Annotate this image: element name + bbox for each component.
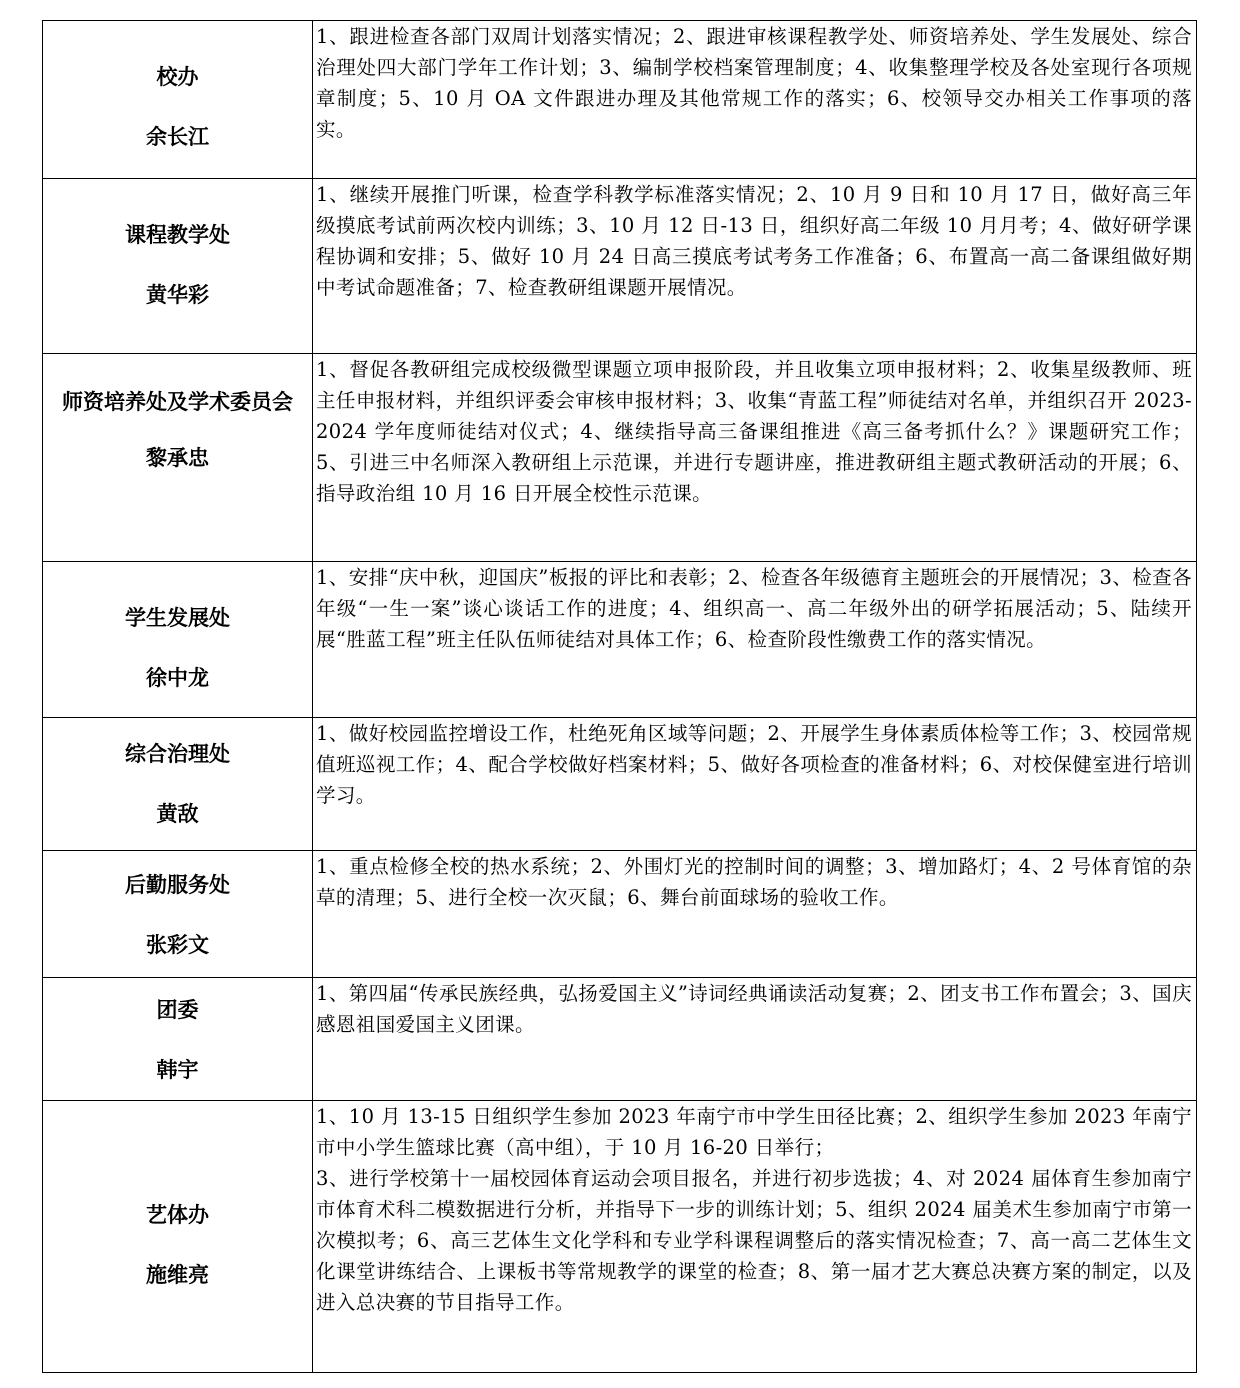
work-plan-table (42, 20, 1197, 1373)
person-name: 黎承忠 (146, 446, 209, 470)
task-cell (313, 978, 1197, 1101)
person-name: 黄华彩 (146, 283, 209, 307)
dept-cell (43, 354, 313, 562)
task-cell (313, 179, 1197, 354)
dept-name: 学生发展处 (125, 606, 230, 630)
table-row (43, 354, 1197, 562)
task-text: 1、继续开展推门听课，检查学科教学标准落实情况；2、10 月 9 日和 10 月 17 日，做好高三年级摸底考试前两次校内训练；3、10 月 12 日-13 日，组织好高二年级 10 月月考；4、做好研学课程协调和安排；5、做好 10 月 24 日高三摸底考试考务工作准备；6、布置高一高二备课组做好期中考试命题准备；7、检查教研组课题开展情况。 (316, 183, 1192, 299)
person-name: 余长江 (146, 125, 209, 149)
task-text: 1、做好校园监控增设工作，杜绝死角区域等问题；2、开展学生身体素质体检等工作；3、校园常规值班巡视工作；4、配合学校做好档案材料；5、做好各项检查的准备材料；6、对校保健室进行培训学习。 (316, 722, 1192, 807)
task-text: 1、第四届“传承民族经典，弘扬爱国主义”诗词经典诵读活动复赛；2、团支书工作布置会；3、国庆感恩祖国爱国主义团课。 (316, 982, 1192, 1036)
dept-name: 综合治理处 (125, 742, 230, 766)
task-cell (313, 354, 1197, 562)
task-text: 3、进行学校第十一届校园体育运动会项目报名，并进行初步选拔；4、对 2024 届体育生参加南宁市体育术科二模数据进行分析，并指导下一步的训练计划；5、组织 2024 届美术生参加南宁市第一次模拟考；6、高三艺体生文化学科和专业学科课程调整后的落实情况检查；7、高一高二艺体生文化课堂讲练结合、上课板书等常规教学的课堂的检查；8、第一届才艺大赛总决赛方案的制定，以及进入总决赛的节目指导工作。 (316, 1167, 1192, 1314)
dept-cell (43, 718, 313, 851)
table-row (43, 1101, 1197, 1373)
task-cell (313, 718, 1197, 851)
task-text: 1、重点检修全校的热水系统；2、外围灯光的控制时间的调整；3、增加路灯；4、2 号体育馆的杂草的清理；5、进行全校一次灭鼠；6、舞台前面球场的验收工作。 (316, 855, 1192, 909)
table-row (43, 978, 1197, 1101)
dept-name: 校办 (156, 65, 199, 89)
person-name: 张彩文 (146, 933, 209, 957)
dept-cell (43, 978, 313, 1101)
task-text: 1、督促各教研组完成校级微型课题立项申报阶段，并且收集立项申报材料；2、收集星级教师、班主任申报材料，并组织评委会审核申报材料；3、收集“青蓝工程”师徒结对名单，并组织召开 2023-2024 学年度师徒结对仪式；4、继续指导高三备课组推进《高三备考抓什么？》课题研究工作；5、引进三中名师深入教研组上示范课，并进行专题讲座，推进教研组主题式教研活动的开展；6、指导政治组 10 月 16 日开展全校性示范课。 (316, 358, 1192, 505)
dept-name: 团委 (156, 998, 199, 1022)
dept-cell (43, 1101, 313, 1373)
task-cell (313, 21, 1197, 179)
dept-name: 师资培养处及学术委员会 (62, 390, 293, 414)
person-name: 韩宇 (156, 1058, 199, 1082)
dept-cell (43, 21, 313, 179)
table-row (43, 21, 1197, 179)
person-name: 施维亮 (146, 1263, 209, 1287)
task-text: 1、10 月 13-15 日组织学生参加 2023 年南宁市中学生田径比赛；2、组织学生参加 2023 年南宁市中小学生篮球比赛（高中组），于 10 月 16-20 日举行； (316, 1105, 1192, 1159)
table-row (43, 718, 1197, 851)
table-row (43, 179, 1197, 354)
dept-cell (43, 562, 313, 718)
dept-name: 后勤服务处 (125, 873, 230, 897)
task-cell (313, 1101, 1197, 1373)
task-cell (313, 851, 1197, 978)
table-row (43, 851, 1197, 978)
dept-name: 课程教学处 (125, 223, 230, 247)
person-name: 黄敌 (156, 802, 199, 826)
table-row (43, 562, 1197, 718)
person-name: 徐中龙 (146, 666, 209, 690)
dept-name: 艺体办 (146, 1203, 209, 1227)
task-text: 1、安排“庆中秋，迎国庆”板报的评比和表彰；2、检查各年级德育主题班会的开展情况；3、检查各年级“一生一案”谈心谈话工作的进度；4、组织高一、高二年级外出的研学拓展活动；5、陆续开展“胜蓝工程”班主任队伍师徒结对具体工作；6、检查阶段性缴费工作的落实情况。 (316, 566, 1192, 651)
task-text: 1、跟进检查各部门双周计划落实情况；2、跟进审核课程教学处、师资培养处、学生发展处、综合治理处四大部门学年工作计划；3、编制学校档案管理制度；4、收集整理学校及各处室现行各项规章制度；5、10 月 OA 文件跟进办理及其他常规工作的落实；6、校领导交办相关工作事项的落实。 (316, 25, 1192, 141)
dept-cell (43, 851, 313, 978)
task-cell (313, 562, 1197, 718)
dept-cell (43, 179, 313, 354)
